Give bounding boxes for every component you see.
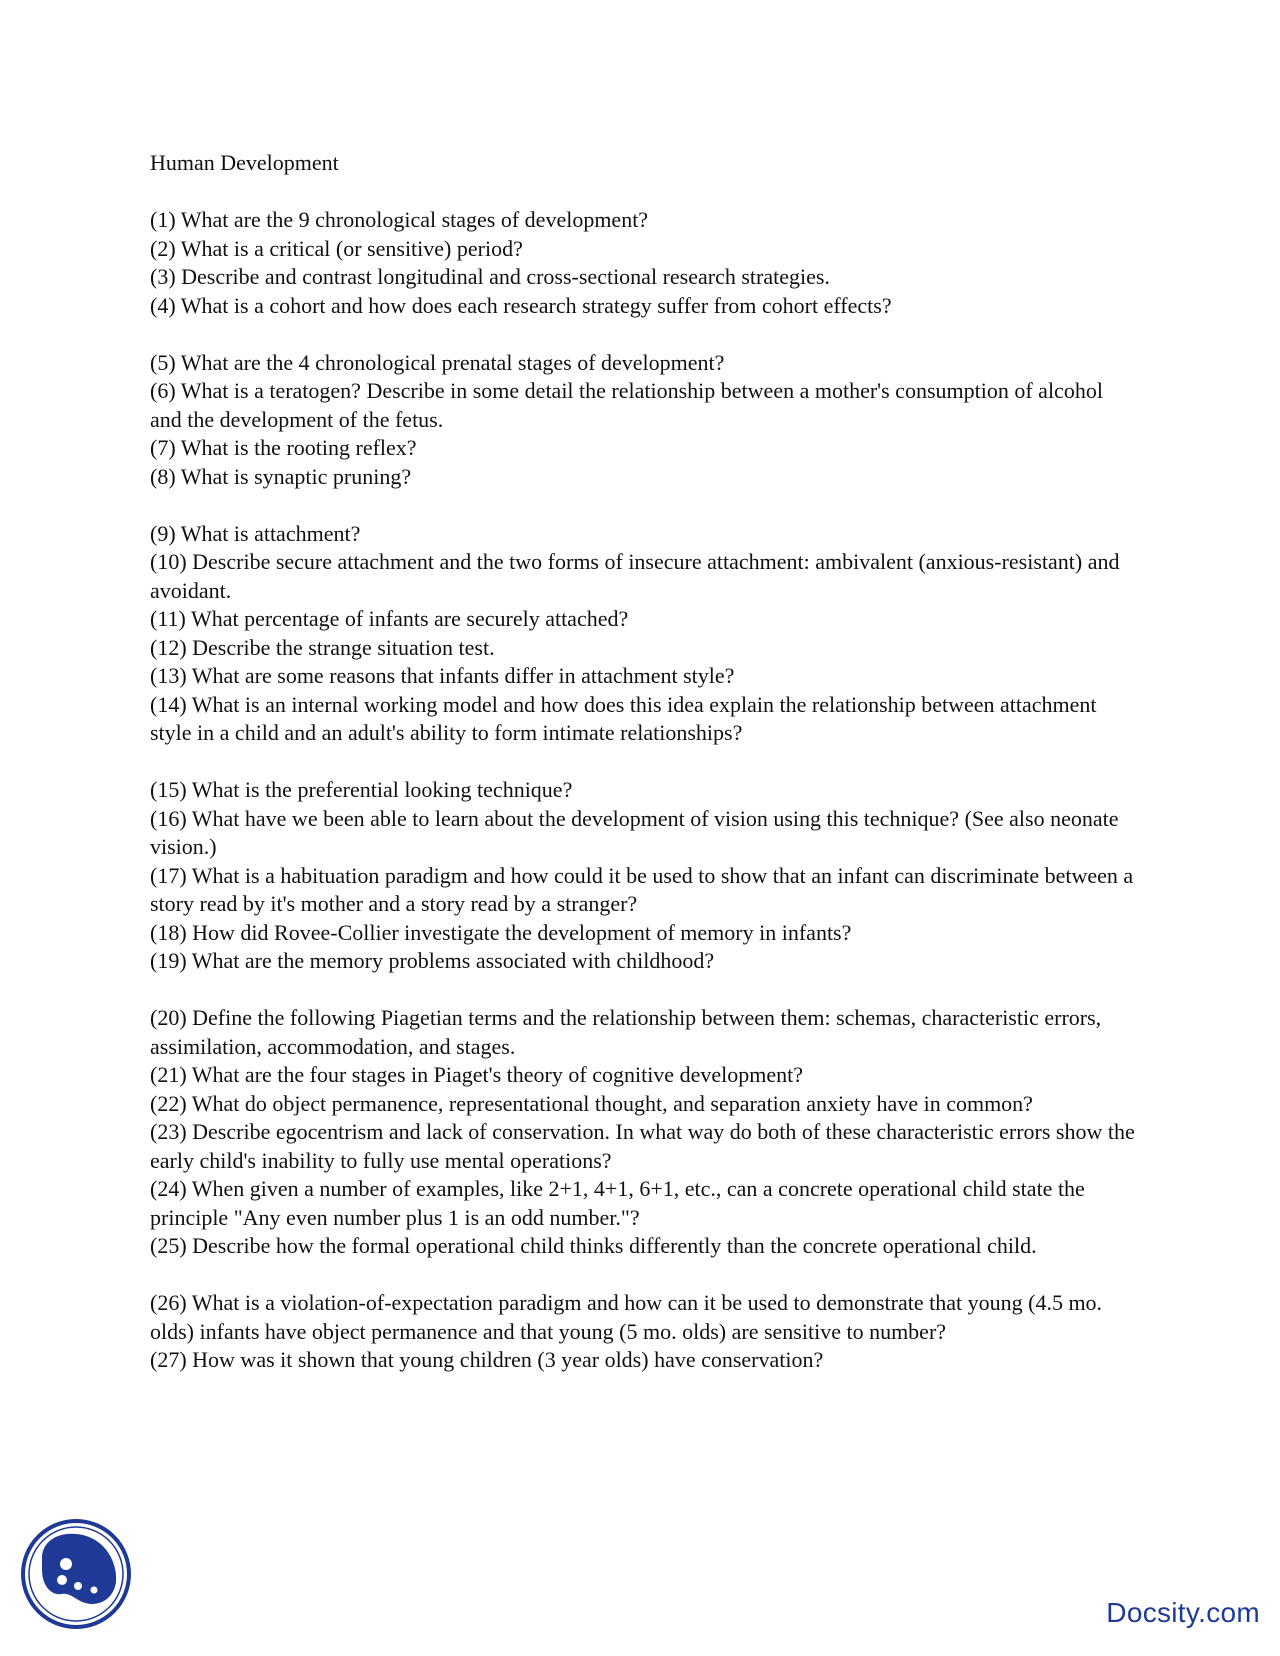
question-item: (8) What is synaptic pruning? [150,463,412,489]
question-item: (10) Describe secure attachment and the two forms of insecure attachment: ambivalent (anxious-resistant) and avoidant. [150,549,1120,603]
question-item: (26) What is a violation-of-expectation paradigm and how can it be used to demonstrate that young (4.5 mo. olds) infants have object permanence and that young (5 mo. olds) are sensitive to number? [150,1290,1103,1344]
question-item: (18) How did Rovee-Collier investigate the development of memory in infants? [150,919,852,945]
question-item: (27) How was it shown that young children (3 year olds) have conservation? [150,1347,824,1372]
question-item: (17) What is a habituation paradigm and how could it be used to show that an infant can discriminate between a story read by it's mother and a story read by a stranger? [150,862,1134,916]
question-item: (14) What is an internal working model and how does this idea explain the relationship between attachment style in a child and an adult's ability to form intimate relationships? [150,691,1097,745]
question-group [150,520,1135,748]
logo-dot [91,1587,98,1594]
question-item: (9) What is attachment? [150,520,361,546]
question-item: (4) What is a cohort and how does each research strategy suffer from cohort effects? [150,292,892,318]
document-page [150,149,1135,1403]
question-item: (23) Describe egocentrism and lack of conservation. In what way do both of these characteristic errors show the early child's inability to fully use mental operations? [150,1119,1135,1173]
question-item: (7) What is the rooting reflex? [150,435,417,460]
logo-dot [60,1558,72,1570]
question-group [150,206,1135,320]
question-item: (6) What is a teratogen? Describe in some detail the relationship between a mother's consumption of alcohol and the development of the fetus. [150,378,1103,432]
docsity-logo-icon[interactable] [20,1518,132,1630]
question-item: (25) Describe how the formal operational child thinks differently than the concrete operational child. [150,1233,1037,1258]
question-item: (5) What are the 4 chronological prenatal stages of development? [150,349,725,375]
question-group [150,776,1135,976]
question-item: (1) What are the 9 chronological stages of development? [150,207,649,232]
question-item: (12) Describe the strange situation test. [150,634,495,660]
logo-dot [74,1582,82,1590]
question-group [150,1004,1135,1261]
logo-dot [57,1575,67,1585]
document-title: Human Development [150,150,339,175]
question-item: (16) What have we been able to learn about the development of vision using this technique? (See also neonate vision.) [150,805,1119,859]
question-item: (11) What percentage of infants are securely attached? [150,606,629,631]
question-item: (13) What are some reasons that infants differ in attachment style? [150,663,735,688]
question-item: (3) Describe and contrast longitudinal and cross-sectional research strategies. [150,264,830,289]
question-item: (19) What are the memory problems associated with childhood? [150,948,715,973]
question-item: (15) What is the preferential looking technique? [150,777,573,802]
question-item: (24) When given a number of examples, like 2+1, 4+1, 6+1, etc., can a concrete operational child state the principle "Any even number plus 1 is an odd number."? [150,1176,1085,1230]
docsity-brand-link[interactable]: Docsity.com [1106,1597,1260,1628]
question-item: (2) What is a critical (or sensitive) period? [150,235,523,261]
question-item: (21) What are the four stages in Piaget's theory of cognitive development? [150,1062,803,1087]
question-group [150,1289,1135,1375]
question-item: (20) Define the following Piagetian terms and the relationship between them: schemas, characteristic errors, assimilation, accommodation, and stages. [150,1005,1102,1059]
question-group [150,349,1135,492]
question-item: (22) What do object permanence, representational thought, and separation anxiety have in common? [150,1090,1033,1116]
